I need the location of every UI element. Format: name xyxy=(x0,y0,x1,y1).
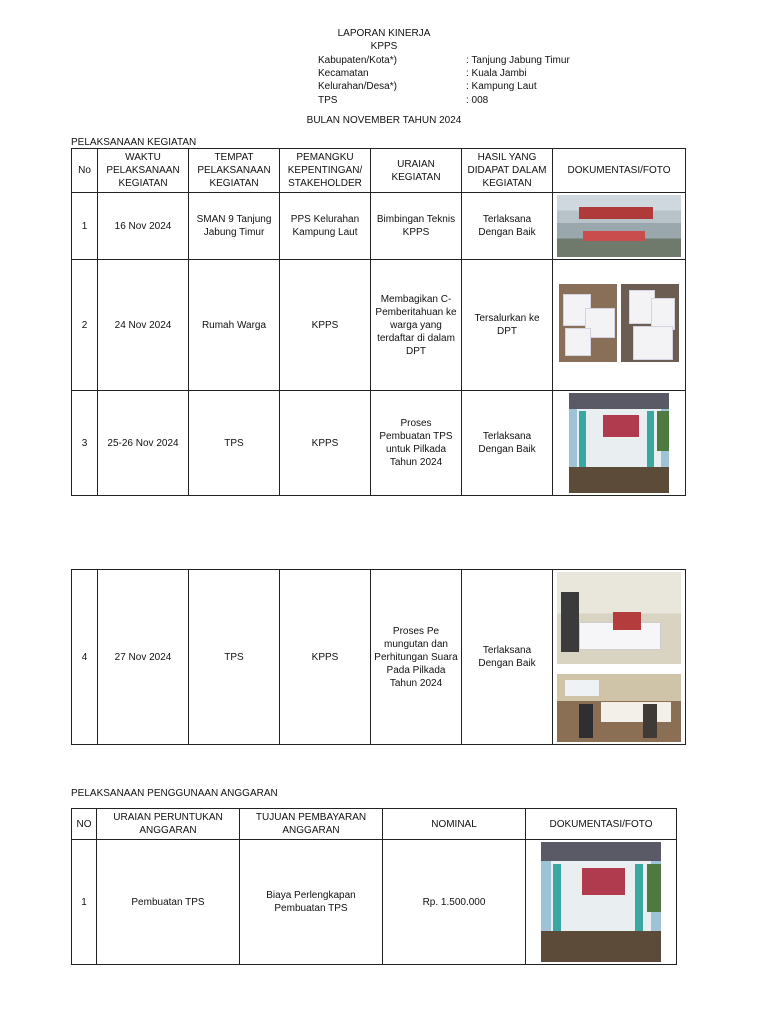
table-row xyxy=(72,260,686,391)
cell-waktu: 24 Nov 2024 xyxy=(98,260,189,391)
col-header-no: No xyxy=(72,149,98,193)
cell-foto xyxy=(553,260,686,391)
meta-value: : Tanjung Jabung Timur xyxy=(466,55,570,66)
photo-desk xyxy=(583,231,645,241)
photo-roof xyxy=(569,393,669,409)
cell-uraian: Proses Pe mungutan dan Perhitungan Suara Pada Pilkada Tahun 2024 xyxy=(371,570,462,745)
photo-sheet xyxy=(633,326,673,360)
cell-stakeholder: KPPS xyxy=(280,391,371,496)
col-header-nominal: NOMINAL xyxy=(383,809,526,840)
cell-tujuan: Biaya Perlengkapan Pembuatan TPS xyxy=(240,840,383,965)
photo-banner xyxy=(579,207,653,219)
photo-pemungutan xyxy=(557,572,681,664)
cell-hasil: Terlaksana Dengan Baik xyxy=(462,193,553,260)
section-title-anggaran: PELAKSANAAN PENGGUNAAN ANGGARAN xyxy=(71,788,278,799)
photo-sheet xyxy=(565,328,591,356)
photo-ballot-box xyxy=(613,612,641,630)
photo-column xyxy=(635,864,643,938)
cell-no: 3 xyxy=(72,391,98,496)
cell-uraian: Membagikan C-Pemberitahuan ke warga yang terdaftar di dalam DPT xyxy=(371,260,462,391)
col-header-uraian: URAIAN KEGIATAN xyxy=(371,149,462,193)
cell-nominal: Rp. 1.500.000 xyxy=(383,840,526,965)
table-row xyxy=(72,570,686,745)
photo-person xyxy=(579,704,593,738)
table-row xyxy=(72,840,677,965)
photo-column xyxy=(553,864,561,938)
cell-tempat: Rumah Warga xyxy=(189,260,280,391)
col-header-waktu: WAKTU PELAKSANAAN KEGIATAN xyxy=(98,149,189,193)
photo-c-pemberitahuan-2 xyxy=(621,284,679,362)
photo-tps-building xyxy=(569,393,669,493)
photo-tps-building xyxy=(541,842,661,962)
cell-tempat: TPS xyxy=(189,570,280,745)
cell-tempat: TPS xyxy=(189,391,280,496)
col-header-stakeholder: PEMANGKU KEPENTINGAN/ STAKEHOLDER xyxy=(280,149,371,193)
photo-tree xyxy=(657,411,669,451)
col-header-tujuan: TUJUAN PEMBAYARAN ANGGARAN xyxy=(240,809,383,840)
cell-foto xyxy=(553,391,686,496)
report-title: LAPORAN KINERJA xyxy=(337,28,431,39)
cell-hasil: Terlaksana Dengan Baik xyxy=(462,391,553,496)
table-header-row xyxy=(72,149,686,193)
meta-value: : Kampung Laut xyxy=(466,81,537,92)
meta-label: Kecamatan xyxy=(318,68,369,79)
cell-stakeholder: KPPS xyxy=(280,260,371,391)
cell-uraian: Pembuatan TPS xyxy=(97,840,240,965)
col-header-uraian: URAIAN PERUNTUKAN ANGGARAN xyxy=(97,809,240,840)
photo-column xyxy=(647,411,654,473)
col-header-no: NO xyxy=(72,809,97,840)
table-row xyxy=(72,193,686,260)
report-period: BULAN NOVEMBER TAHUN 2024 xyxy=(306,115,462,126)
col-header-hasil: HASIL YANG DIDAPAT DALAM KEGIATAN xyxy=(462,149,553,193)
cell-waktu: 16 Nov 2024 xyxy=(98,193,189,260)
cell-waktu: 25-26 Nov 2024 xyxy=(98,391,189,496)
meta-value: : Kuala Jambi xyxy=(466,68,527,79)
cell-no: 1 xyxy=(72,840,97,965)
table-row xyxy=(72,391,686,496)
kegiatan-table-continued xyxy=(71,569,686,745)
photo-tree xyxy=(647,864,661,912)
cell-stakeholder: PPS Kelurahan Kampung Laut xyxy=(280,193,371,260)
photo-c-pemberitahuan-1 xyxy=(559,284,617,362)
meta-label: TPS xyxy=(318,95,338,106)
cell-stakeholder: KPPS xyxy=(280,570,371,745)
photo-bimtek xyxy=(557,195,681,257)
cell-uraian: Bimbingan Teknis KPPS xyxy=(371,193,462,260)
report-subtitle: KPPS xyxy=(370,41,398,52)
photo-ground xyxy=(569,467,669,493)
cell-hasil: Tersalurkan ke DPT xyxy=(462,260,553,391)
cell-foto xyxy=(553,570,686,745)
meta-label: Kabupaten/Kota*) xyxy=(318,55,397,66)
cell-uraian: Proses Pembuatan TPS untuk Pilkada Tahun 2024 xyxy=(371,391,462,496)
cell-no: 2 xyxy=(72,260,98,391)
section-title-kegiatan: PELAKSANAAN KEGIATAN xyxy=(71,137,197,148)
photo-person xyxy=(561,592,579,652)
cell-hasil: Terlaksana Dengan Baik xyxy=(462,570,553,745)
photo-column xyxy=(579,411,586,473)
cell-foto xyxy=(526,840,677,965)
cell-foto xyxy=(553,193,686,260)
cell-no: 4 xyxy=(72,570,98,745)
cell-tempat: SMAN 9 Tanjung Jabung Timur xyxy=(189,193,280,260)
col-header-foto: DOKUMENTASI/FOTO xyxy=(526,809,677,840)
photo-window xyxy=(565,680,599,696)
cell-waktu: 27 Nov 2024 xyxy=(98,570,189,745)
cell-no: 1 xyxy=(72,193,98,260)
col-header-tempat: TEMPAT PELAKSANAAN KEGIATAN xyxy=(189,149,280,193)
photo-table xyxy=(601,702,671,722)
photo-sign xyxy=(603,415,639,437)
kegiatan-table xyxy=(71,148,686,496)
photo-sign xyxy=(582,868,625,894)
anggaran-table xyxy=(71,808,677,965)
meta-value: : 008 xyxy=(466,95,489,106)
photo-ground xyxy=(541,931,661,962)
meta-label: Kelurahan/Desa*) xyxy=(318,81,397,92)
photo-group xyxy=(557,284,681,366)
photo-roof xyxy=(541,842,661,861)
col-header-foto: DOKUMENTASI/FOTO xyxy=(553,149,686,193)
photo-perhitungan xyxy=(557,674,681,742)
photo-person xyxy=(643,704,657,738)
table-header-row xyxy=(72,809,677,840)
